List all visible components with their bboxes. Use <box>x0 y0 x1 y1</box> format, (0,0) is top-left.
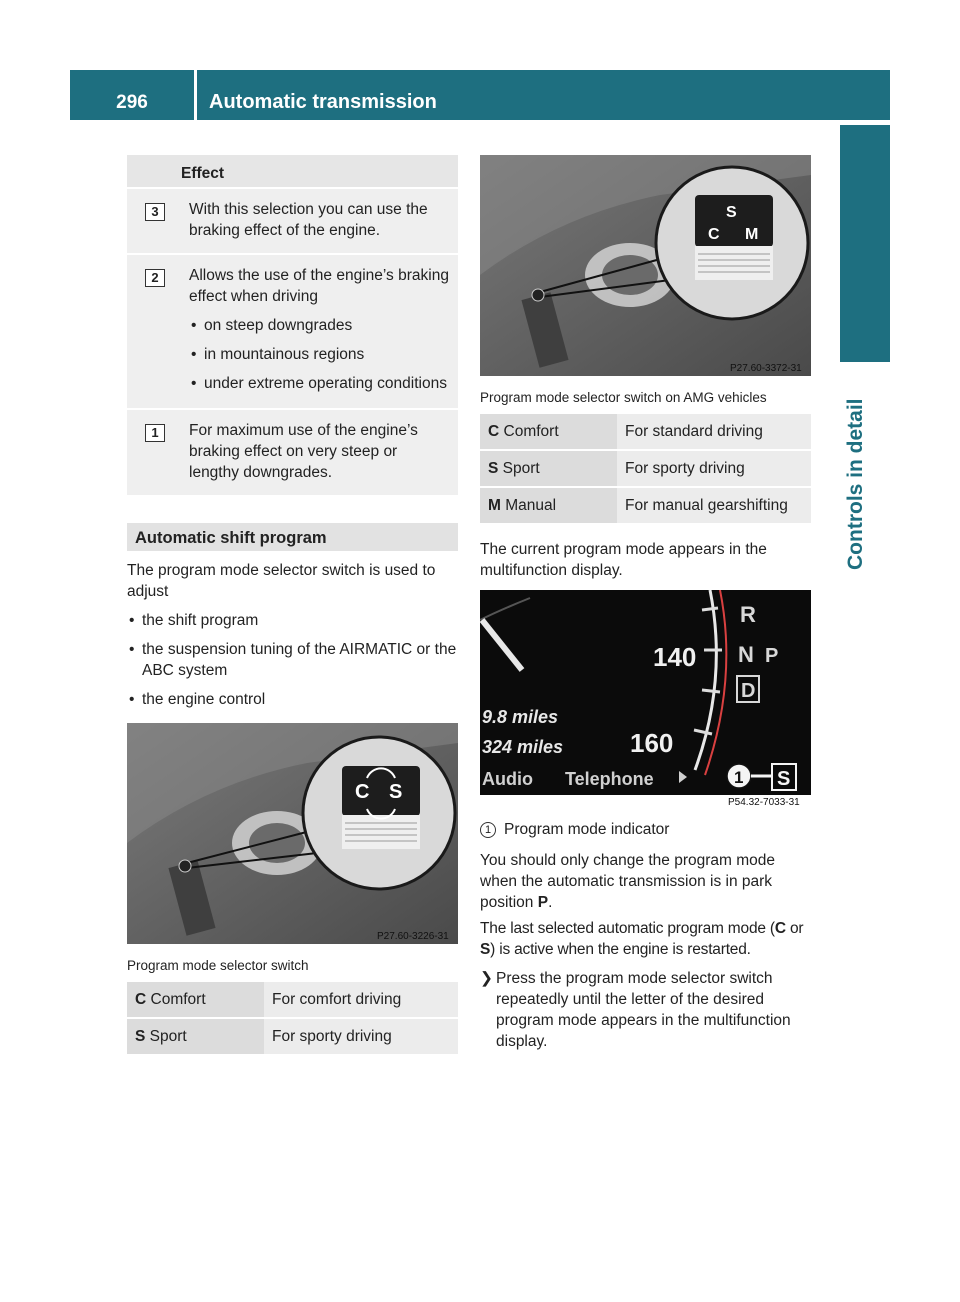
gear-key-1: 1 <box>145 424 165 442</box>
menu-audio: Audio <box>482 769 533 789</box>
list-item: • in mountainous regions <box>189 344 450 365</box>
gear-p: P <box>765 645 779 667</box>
list-item: • the suspension tuning of the AIRMATIC or the ABC system <box>127 639 462 681</box>
gear-key-3: 3 <box>145 203 165 221</box>
note-park-position: You should only change the program mode when the automatic transmission is in park position P. <box>480 852 775 911</box>
trip-miles: 9.8 miles <box>482 707 559 727</box>
shift-program-intro: The program mode selector switch is used to adjust • the shift program • the suspension tuning of the AIRMATIC or the ABC system • the engine control <box>127 560 462 710</box>
switch-letter-c: C <box>708 226 720 243</box>
gear-key-2: 2 <box>145 269 165 287</box>
switch-letter-c: C <box>355 781 370 803</box>
display-legend: 1 Program mode indicator <box>480 819 815 840</box>
list-item: • on steep downgrades <box>189 315 450 336</box>
page-header <box>70 70 890 120</box>
photo-code: P27.60-3226-31 <box>377 931 449 942</box>
photo-caption: Program mode selector switch <box>127 958 309 973</box>
section-tab <box>840 125 890 362</box>
table-row: C Comfort For comfort driving <box>127 982 458 1017</box>
table-header-row <box>127 155 458 187</box>
table-row <box>127 189 458 253</box>
table-row: S Sport For sporty driving <box>480 451 811 486</box>
header-divider <box>194 70 197 120</box>
table-row <box>127 255 458 408</box>
callout-number: 1 <box>734 768 744 787</box>
effect-table <box>127 155 458 495</box>
switch-letter-s: S <box>726 204 737 221</box>
amg-switch-illustration <box>480 155 811 376</box>
gear-n: N <box>738 642 754 667</box>
list-item: • the shift program <box>127 610 462 631</box>
display-intro: The current program mode appears in the multifunction display. <box>480 541 767 579</box>
amg-switch-photo <box>480 155 811 376</box>
list-item: • under extreme operating conditions <box>189 373 450 394</box>
selector-switch-photo <box>127 723 458 944</box>
mode-table <box>127 982 458 1054</box>
note-restart: The last selected automatic program mode (C or S) is active when the engine is restarted. <box>480 920 804 958</box>
effect-text: Allows the use of the engine’s braking effect when driving <box>189 267 449 305</box>
speed-160: 160 <box>630 728 674 758</box>
step-arrow-icon: ❯ <box>480 970 493 987</box>
multifunction-display-photo <box>480 590 811 808</box>
speed-140: 140 <box>653 642 697 672</box>
table-row: S Sport For sporty driving <box>127 1019 458 1054</box>
table-row <box>127 410 458 495</box>
table-header-effect: Effect <box>181 155 458 187</box>
range-miles: 324 miles <box>482 737 564 757</box>
display-illustration <box>480 590 811 808</box>
effect-text: With this selection you can use the braking effect of the engine. <box>181 189 458 253</box>
switch-letter-s: S <box>389 781 403 803</box>
program-indicator-letter: S <box>777 768 791 790</box>
list-item: • the engine control <box>127 689 462 710</box>
instruction-step: ❯ Press the program mode selector switch repeatedly until the letter of the desired program mode appears in the multifunction display. <box>480 970 791 1050</box>
photo-code: P54.32-7033-31 <box>728 797 800 808</box>
table-row: M Manual For manual gearshifting <box>480 488 811 523</box>
effect-bullet-list <box>189 315 450 394</box>
effect-text: For maximum use of the engine’s braking effect on very steep or lengthy downgrades. <box>181 410 458 495</box>
amg-mode-table <box>480 414 811 523</box>
gear-r: R <box>740 602 756 627</box>
switch-letter-m: M <box>745 226 759 243</box>
shift-program-bullets <box>127 610 462 710</box>
gear-d: D <box>741 680 756 702</box>
photo-code: P27.60-3372-31 <box>730 363 802 374</box>
table-row: C Comfort For standard driving <box>480 414 811 449</box>
page-number: 296 <box>116 92 148 113</box>
legend-number-icon: 1 <box>480 822 496 838</box>
page-title: Automatic transmission <box>209 91 437 113</box>
selector-switch-illustration <box>127 723 458 944</box>
section-heading: Automatic shift program <box>127 523 458 551</box>
menu-telephone: Telephone <box>565 769 654 789</box>
photo-caption: Program mode selector switch on AMG vehicles <box>480 390 767 405</box>
